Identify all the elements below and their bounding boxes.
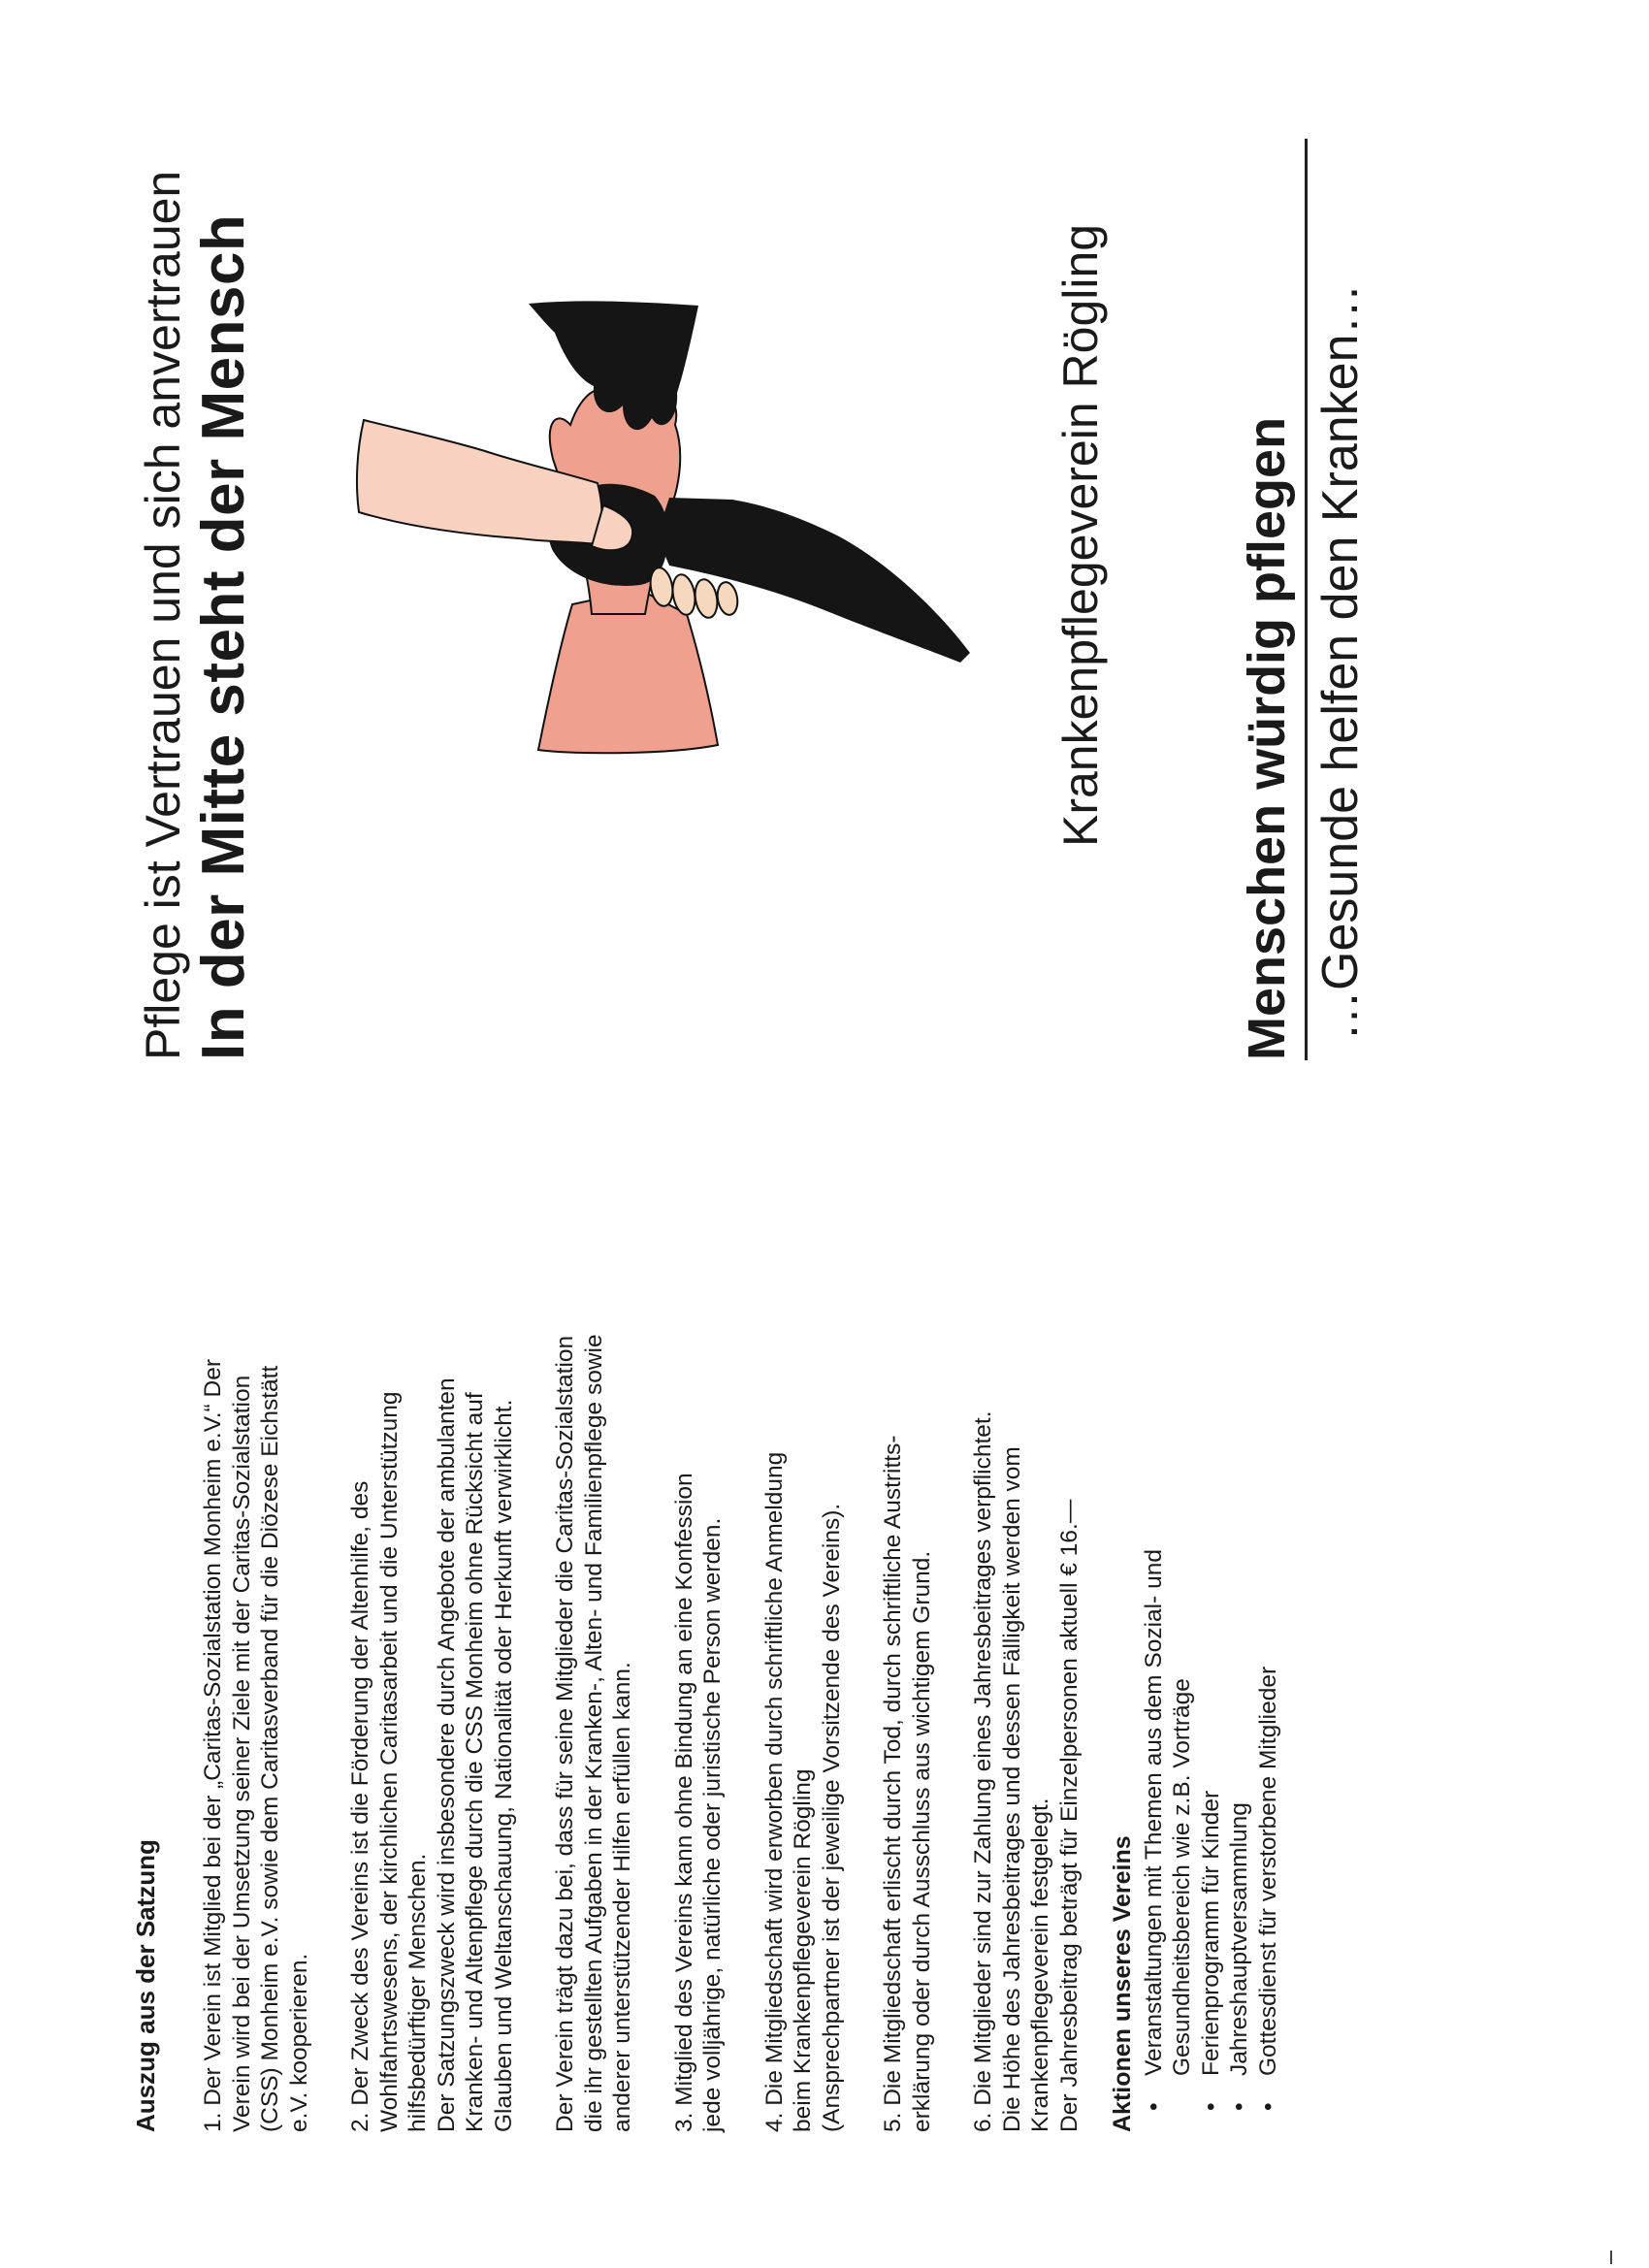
hands-cross-logo-icon xyxy=(349,294,989,760)
list-item-text: Jahreshauptversammlung xyxy=(1226,1802,1252,2076)
satzung-title: Auszug aus der Satzung xyxy=(131,1839,160,2132)
list-item xyxy=(1225,1026,1254,2132)
claim-divider xyxy=(1305,139,1308,1060)
satzung-paragraph-5: 4. Die Mitgliedschaft wird erworben durch schriftliche Anmeldung beim Krankenpflegeverein Rögling (Ansprechpartner ist der jeweilige Vorsitzende des Vereins). xyxy=(760,1451,845,2132)
tagline: Pflege ist Vertrauen und sich anvertrauen xyxy=(136,170,190,1060)
list-item-text: Veranstaltungen mit Themen aus dem Sozial- und Gesundheitsbereich wie z.B. Vorträge xyxy=(1140,1549,1195,2076)
scan-mark xyxy=(1610,2251,1612,2264)
satzung-paragraph-1: 1. Der Verein ist Mitglied bei der „Caritas-Sozialstation Monheim e.V.“ Der Verein wird bei der Umsetzung seiner Ziele mit der Caritas-Sozialstation (CSS) Monheim e.V. sowie dem Caritasverband für die Diözese Eichstätt e.V. kooperieren. xyxy=(200,1358,312,2132)
bullet-icon: • xyxy=(1140,2102,1167,2111)
satzung-paragraph-6: 5. Die Mitgliedschaft erlischt durch Tod, durch schriftliche Austritts- erklärung oder durch Ausschluss aus wichtigem Grund. xyxy=(880,1435,935,2132)
satzung-paragraph-3: Der Verein trägt dazu bei, dass für seine Mitglieder die Caritas-Sozialstation die ihr gestellten Aufgaben in der Kranken-, Alten- und Familienpflege sowie anderer unterstützender Hilfen erfüllen kann. xyxy=(552,1334,635,2132)
list-item-text: Ferienprogramm für Kinder xyxy=(1197,1790,1224,2076)
satzung-paragraph-2: 2. Der Zweck des Vereins ist die Förderung der Altenhilfe, des Wohlfahrtswesens, der kirchlichen Caritasarbeit und die Unterstützung hilfsbedürftiger Menschen. Der Satzungszweck wird insbesondere durch Angebote der ambulanten Kranken- und Altenpflege durch die CSS Monheim ohne Rücksicht auf Glauben und Weltanschauung, Nationalität oder Herkunft verwirklicht. xyxy=(347,1377,517,2132)
sub-claim: …Gesunde helfen den Kranken… xyxy=(1312,283,1369,1041)
satzung-paragraph-4: 3. Mitglied des Vereins kann ohne Bindung an eine Konfession jede volljährige, natürliche oder juristische Person werden. xyxy=(670,1473,726,2132)
bullet-icon: • xyxy=(1254,2102,1281,2111)
organization-name: Krankenpflegeverein Rögling xyxy=(1053,223,1108,847)
dark-arm-right xyxy=(529,301,698,430)
list-item xyxy=(1197,1026,1226,2132)
aktionen-list xyxy=(1140,1026,1283,2132)
list-item xyxy=(1140,1026,1197,2132)
list-item-text: Gottesdienst für verstorbene Mitglieder xyxy=(1254,1666,1281,2076)
list-item xyxy=(1254,1026,1283,2132)
claim: Menschen würdig pflegen xyxy=(1238,416,1296,1060)
front-panel xyxy=(0,0,1649,1060)
aktionen-title: Aktionen unseres Vereins xyxy=(1109,1835,1136,2132)
satzung-paragraph-7: 6. Die Mitglieder sind zur Zahlung eines Jahresbeitrages verpflichtet. Die Höhe des Jahresbeitrages und dessen Fälligkeit werden vom Krankenpflegeverein festgelegt. Der Jahresbeitrag beträgt für Einzelpersonen aktuell € 16.— xyxy=(970,1410,1083,2132)
satzung-panel xyxy=(131,1026,1282,2132)
headline: In der Mitte steht der Mensch xyxy=(190,213,257,1060)
bullet-icon: • xyxy=(1197,2102,1224,2111)
bullet-icon: • xyxy=(1226,2102,1252,2111)
